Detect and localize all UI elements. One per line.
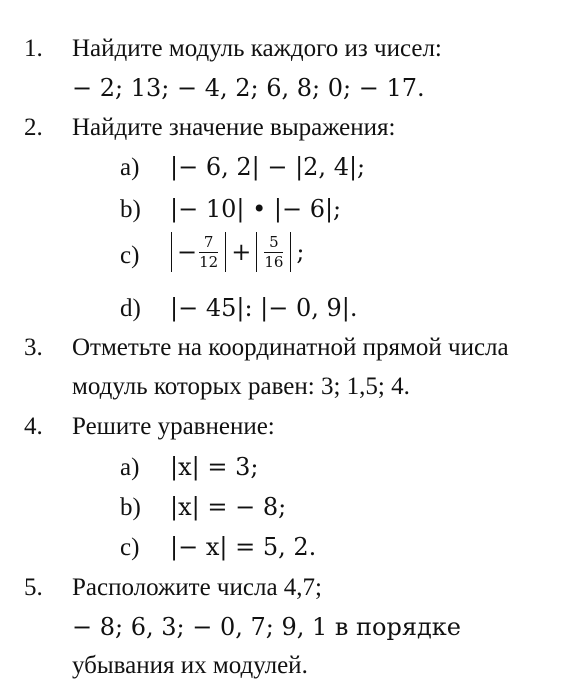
fraction-5-16 [264, 234, 283, 270]
item-5-line3: убывания их модулей. [72, 652, 308, 679]
item-2a-label: a) [120, 154, 140, 181]
item-2a-expression: |− 6, 2| − |2, 4|; [170, 153, 366, 181]
abs-bar-left-1 [171, 232, 172, 272]
fraction-numerator: 5 [269, 233, 279, 251]
item-4a-equation: |x| = 3; [170, 453, 259, 481]
item-4c-equation: |− x| = 5, 2. [170, 533, 317, 561]
item-5-title: Расположите числа 4,7; [72, 574, 322, 601]
fraction-denominator: 12 [199, 252, 219, 271]
item-2b-label: b) [120, 196, 141, 223]
item-4b-label: b) [120, 494, 141, 521]
item-1-number: 1. [24, 35, 43, 62]
fraction-denominator: 16 [264, 252, 284, 271]
item-2c-plus: + [231, 238, 252, 266]
abs-bar-right-2 [290, 232, 291, 272]
item-2-title: Найдите значение выражения: [72, 114, 396, 141]
fraction-7-12 [199, 234, 218, 270]
item-2c-minus: − [177, 238, 198, 266]
fraction-numerator: 7 [203, 233, 214, 251]
abs-bar-right-1 [225, 232, 226, 272]
item-3-line2: модуль которых равен: 3; 1,5; 4. [72, 373, 410, 400]
item-4-number: 4. [24, 413, 43, 440]
item-4a-label: a) [120, 454, 140, 481]
item-2b-expression: |− 10| • |− 6|; [170, 195, 342, 223]
item-2c-label: c) [120, 242, 140, 269]
item-2c-tail: ; [296, 238, 305, 266]
item-3-number: 3. [24, 334, 43, 361]
item-3-title: Отметьте на координатной прямой числа [72, 334, 509, 361]
item-4b-equation: |x| = − 8; [170, 493, 287, 521]
abs-bar-left-2 [256, 232, 257, 272]
item-2-number: 2. [24, 114, 43, 141]
item-1-numbers: − 2; 13; − 4, 2; 6, 8; 0; − 17. [72, 74, 425, 102]
item-2c-expression [166, 232, 305, 272]
item-2d-expression: |− 45|: |− 0, 9|. [170, 294, 358, 322]
item-2d-label: d) [120, 295, 141, 322]
item-4-title: Решите уравнение: [72, 413, 275, 440]
item-5-number: 5. [24, 574, 43, 601]
item-4c-label: c) [120, 534, 140, 561]
item-1-title: Найдите модуль каждого из чисел: [72, 35, 442, 62]
item-5-line2: − 8; 6, 3; − 0, 7; 9, 1 в порядке [72, 613, 461, 641]
